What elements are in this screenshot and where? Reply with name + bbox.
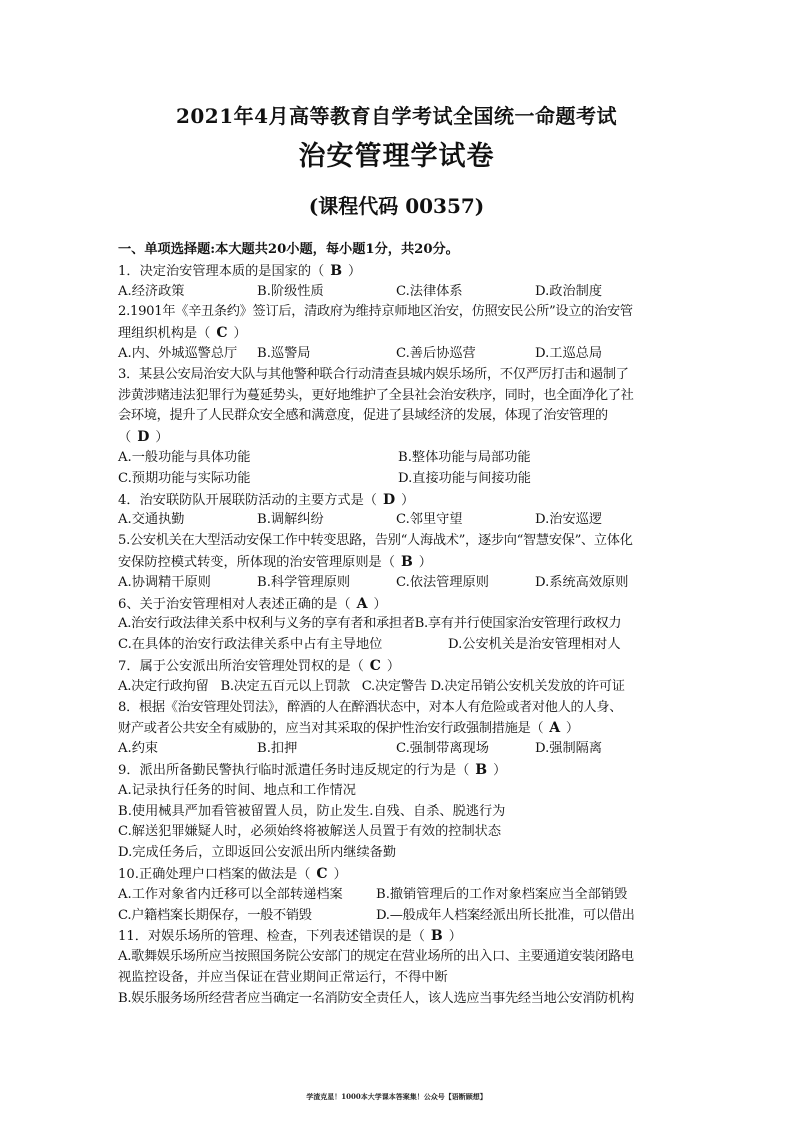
option-a: A.内、外城巡警总厅 <box>118 345 238 361</box>
option-b: B.巡警局 <box>257 345 311 361</box>
question-10-options <box>118 885 678 906</box>
option-d: D.治安巡逻 <box>535 512 603 528</box>
option-d: D.直接功能与间接功能 <box>398 470 531 486</box>
question-5-options <box>118 573 678 594</box>
option-b: B.调解纠纷 <box>257 512 324 528</box>
question-6-options <box>118 614 678 635</box>
option-a: A.治安行政法律关系中权利与义务的享有者和承担者 <box>118 616 415 632</box>
question-10-stem: 10.正确处理户口档案的做法是（ C ） <box>118 864 678 885</box>
option-c: C.法律体系 <box>396 283 463 299</box>
answer-mark: C <box>316 865 328 882</box>
question-1-options <box>118 282 678 303</box>
question-7-options <box>118 677 678 698</box>
option-a: A.工作对象省内迁移可以全部转递档案 <box>118 886 343 902</box>
option-d: D.完成任务后，立即返回公安派出所内继续备勤 <box>118 845 397 861</box>
option-d: D.系统高效原则 <box>535 574 629 590</box>
option-d: D.强制隔离 <box>535 741 603 757</box>
question-2-stem: 2.1901年《辛丑条约》签订后，清政府为维持京师地区治安，仿照安民公所”设立的治安管 <box>118 304 633 320</box>
question-2-options <box>118 344 678 365</box>
option-a: A.协调精干原则 <box>118 574 211 590</box>
option-a: A.经济政策 <box>118 283 185 299</box>
option-c: C.预期功能与实际功能 <box>118 470 251 486</box>
question-5-stem-cont: 安保防控模式转变，所体现的治安管理原则是（ B ） <box>118 552 678 573</box>
option-b: B.整体功能与局部功能 <box>398 449 531 465</box>
option-a: A.一般功能与具体功能 <box>118 449 251 465</box>
question-5-stem: 5.公安机关在大型活动安保工作中转变思路，告别“人海战术”，逐步向“智慧安保”、立体化 <box>118 533 633 549</box>
option-c: C.善后协巡营 <box>396 345 476 361</box>
option-a: A.记录执行任务的时间、地点和工作情况 <box>118 782 356 798</box>
option-a-cont: 视监控设备，并应当保证在营业期间正常运行，不得中断 <box>118 969 448 985</box>
option-d: D.政治制度 <box>535 283 603 299</box>
option-b: B.扣押 <box>257 741 298 757</box>
page-title: 治安管理学试卷 <box>298 141 495 172</box>
question-8-stem: 8．根据《治安管理处罚法》，醉酒的人在醉酒状态中，对本人有危险或者对他人的人身、 <box>118 699 623 715</box>
course-code: (课程代码 00357) <box>308 194 485 218</box>
option-d: D.公安机关是治安管理相对人 <box>448 637 621 653</box>
option-d: D.决定吊销公安机关发放的许可证 <box>430 678 625 694</box>
answer-mark: B <box>475 761 488 778</box>
question-11-stem: 11．对娱乐场所的管理、检查，下列表述错误的是（ B ） <box>118 926 678 947</box>
section-heading: 一、单项选择题:本大题共20小题，每小题1分，共20分。 <box>118 242 459 257</box>
option-c: C.强制带离现场 <box>396 741 489 757</box>
option-b: B.科学管理原则 <box>257 574 351 590</box>
option-c: C.户籍档案长期保存，一般不销毁 <box>118 907 312 923</box>
option-b: B.撤销管理后的工作对象档案应当全部销毁 <box>376 886 628 902</box>
option-d: D.—般成年人档案经派出所长批准，可以借出 <box>376 907 635 923</box>
option-d: D.工巡总局 <box>535 345 603 361</box>
question-3-options <box>118 469 678 490</box>
question-7-stem: 7．属于公安派出所治安管理处罚权的是（ C ） <box>118 656 678 677</box>
question-10-options <box>118 906 678 927</box>
question-3-stem: 3．某县公安局治安大队与其他警种联合行动清查县城内娱乐场所，不仅严厉打击和遏制了 <box>118 366 629 382</box>
option-b: B.决定五百元以上罚款 <box>220 678 350 694</box>
answer-mark: B <box>330 262 343 279</box>
question-4-options <box>118 510 678 531</box>
option-c: C.邻里守望 <box>396 512 463 528</box>
answer-mark: A <box>356 595 368 612</box>
question-8-options <box>118 739 678 760</box>
option-a: A.歌舞娱乐场所应当按照国务院公安部门的规定在营业场所的出入口、主要通道安装闭路电 <box>118 949 634 965</box>
option-a: A.约束 <box>118 741 159 757</box>
question-3-stem-cont: 会环境，提升了人民群众安全感和满意度，促进了县域经济的发展，体现了治安管理的 <box>118 408 608 424</box>
question-3-stem-cont: 涉黄涉赌违法犯罪行为蔓延势头，更好地维护了全县社会治安秩序，同时，也全面净化了社 <box>118 387 634 403</box>
option-c: C.决定警告 <box>361 678 427 694</box>
question-9-stem: 9．派出所备勤民警执行临时派遣任务时违反规定的行为是（ B ） <box>118 760 678 781</box>
option-c: C.解送犯罪嫌疑人时，必须始终将被解送人员置于有效的控制状态 <box>118 824 502 840</box>
question-6-stem: 6、关于治安管理相对人表述正确的是（ A ） <box>118 594 678 615</box>
option-b: B.使用械具严加看管被留置人员，防止发生.自残、自杀、脱逃行为 <box>118 803 506 819</box>
answer-mark: C <box>369 657 381 674</box>
question-3-options <box>118 448 678 469</box>
option-c: C.依法管理原则 <box>396 574 489 590</box>
question-list <box>118 240 678 1009</box>
answer-mark: D <box>382 491 396 508</box>
question-4-stem: 4．治安联防队开展联防活动的主要方式是（ D ） <box>118 490 678 511</box>
answer-mark: B <box>400 553 413 570</box>
option-b: B.阶级性质 <box>257 283 324 299</box>
question-1-stem: 1．决定治安管理本质的是国家的（ B ） <box>118 261 678 282</box>
answer-mark: A <box>549 720 560 737</box>
answer-mark: D <box>137 429 150 446</box>
question-8-stem-cont: 财产或者公共安全有威胁的，应当对其采取的保护性治安行政强制措施是（ A ） <box>118 718 678 739</box>
question-3-stem-cont: （ D ） <box>118 427 678 448</box>
exam-header: 2021年4月高等教育自学考试全国统一命题考试 <box>175 104 618 128</box>
answer-mark: B <box>430 928 443 945</box>
option-c: C.在具体的治安行政法律关系中占有主导地位 <box>118 637 383 653</box>
question-2-stem-cont: 理组织机构是（ C ） <box>118 323 678 344</box>
option-a: A.交通执勤 <box>118 512 185 528</box>
option-a: A.决定行政拘留 <box>118 678 209 694</box>
footer-note: 学渣克星！1000本大学课本答案集！公众号【语断顾想】 <box>306 1092 487 1101</box>
question-6-options <box>118 635 678 656</box>
option-b: B.娱乐服务场所经营者应当确定一名消防安全责任人，该人选应当事先经当地公安消防机构 <box>118 990 634 1006</box>
option-b: B.享有并行使国家治安管理行政权力 <box>414 616 622 632</box>
answer-mark: C <box>216 325 228 342</box>
